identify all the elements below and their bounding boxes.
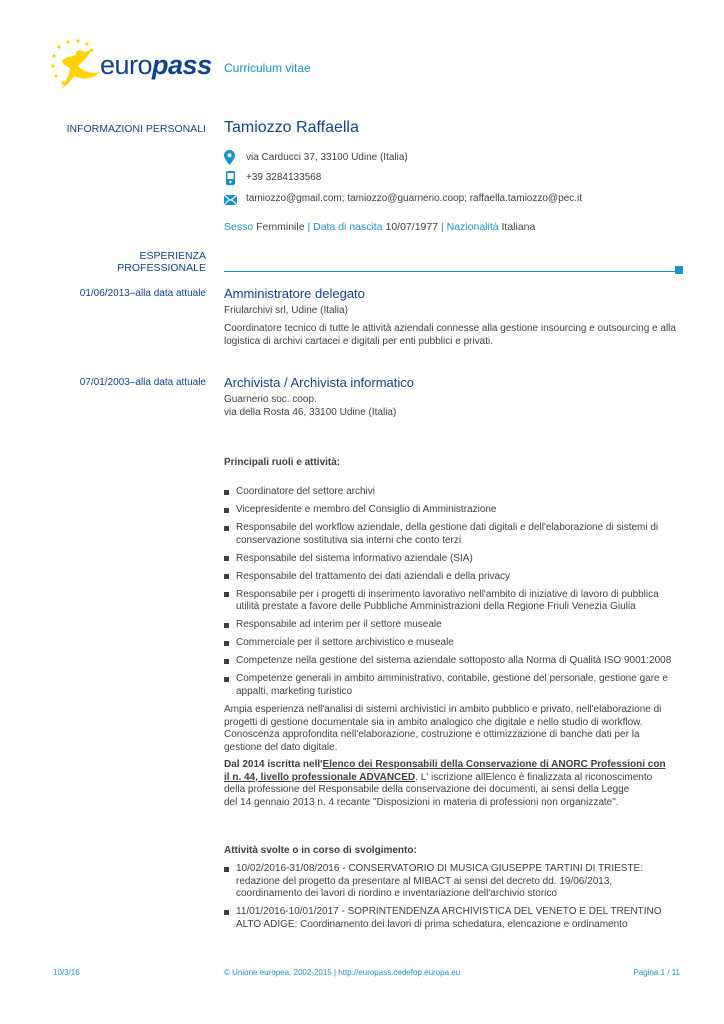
logo-euro-text: euro [100,50,153,80]
dob-value: 10/07/1977 [385,221,439,233]
experience-label-line1: ESPERIENZA [139,250,206,262]
roles-heading: Principali ruoli e attività: [224,457,341,468]
list-item: Responsabile del trattamento dei dati aziendali e della privacy [224,571,684,584]
experience-label-line2: PROFESSIONALE [117,262,206,274]
address: via Carducci 37, 33100 Udine (Italia) [246,152,408,163]
experience-label [20,250,206,274]
personal-info-label: INFORMAZIONI PERSONALI [66,123,206,135]
email-icon [224,195,237,205]
email-addresses: tamiozzo@gmail.com; tamiozzo@guarnerio.coop; raffaella.tamiozzo@pec.it [246,193,582,204]
list-item: Commerciale per il settore archivistico e museale [224,637,684,650]
list-item: Responsabile del workflow aziendale, della gestione dati digitali e dell'elaborazione di sistemi di conservazione sostitutiva sia interni che conto terzi [224,522,684,547]
list-item: Responsabile del sistema informativo aziendale (SIA) [224,553,684,566]
job-dates: 07/01/2003–alla data attuale [79,377,206,388]
job-description [224,323,676,348]
phone-icon [226,171,235,185]
roles-list [224,486,684,704]
nationality-value: Italiana [501,221,536,233]
sex-value: Femminile [256,221,305,233]
experience-paragraph: Ampia esperienza nell'analisi di sistemi archivistici in ambito pubblico e privato, nell'elaborazione di progetti di gestione documentale sia in ambito analogico che digitale e nello studio di workflow. Conoscenza approfondita nell'elaborazione, costruzione e ottimizzazione di banche dati per la gestione del dato digitale. [224,704,662,753]
activities-heading: Attività svolte o in corso di svolgimento: [224,845,417,856]
job-description-line: logistica di archivi cartacei e digitali per enti pubblici e privati. [224,335,494,347]
footer-page-number: Pagina 1 / 11 [633,968,680,977]
list-item: Competenze generali in ambito amministrativo, contabile, gestione del personale, gestione gare e appalti, marketing turistico [224,673,684,698]
employer-name: Guarnerio soc. coop. [224,394,317,405]
section-divider-end-square [675,266,683,274]
list-item: Responsabile per i progetti di inserimento lavorativo nell'ambito di iniziative di lavoro di pubblica utilità prestate a favore delle Pubbliche Amministrazioni della Regione Friuli Venezia Giulia [224,589,684,614]
list-item: 11/01/2016-10/01/2017 - SOPRINTENDENZA ARCHIVISTICA DEL VENETO E DEL TRENTINO ALTO ADIGE: Coordinamento dei lavori di prima schedatura, elencazione e ordinamento [224,906,694,931]
personal-details-line [224,221,535,233]
phone-number: +39 3284133568 [246,172,322,183]
list-item: Competenze nella gestione del sistema aziendale sottoposto alla Norma di Qualità ISO 9001:2008 [224,655,684,668]
europass-logo [48,38,210,94]
footer-copyright: © Unione europea, 2002-2015 | http://europass.cedefop.europa.eu [224,968,461,977]
job-employer: Friularchivi srl, Udine (Italia) [224,305,348,316]
location-pin-icon [224,150,235,165]
dob-label: | Data di nascita [307,221,383,233]
job-description-line: Coordinatore tecnico di tutte le attività aziendali connesse alla gestione insourcing e outsourcing e alla [224,323,676,334]
list-item: Coordinatore del settore archivi [224,486,684,499]
document-type: Curriculum vitae [224,61,311,75]
job-employer [224,394,396,419]
job-title: Archivista / Archivista informatico [224,375,415,390]
list-item: 10/02/2016-31/08/2016 - CONSERVATORIO DI MUSICA GIUSEPPE TARTINI DI TRIESTE: redazione del progetto da presentare al MIBACT ai sensi del decreto dd. 19/06/2013, coordinamento dei lavori di riordino e inventariazione dell'archivio storico [224,863,694,901]
sex-label: Sesso [224,221,254,233]
footer-date: 10/3/16 [53,968,80,977]
logo-pass-text: pass [152,50,212,80]
person-name: Tamiozzo Raffaella [224,119,359,136]
employer-address: via della Rosta 46, 33100 Udine (Italia) [224,406,397,418]
list-item: Vicepresidente e membro del Consiglio di Amministrazione [224,504,684,517]
activities-list [224,863,694,937]
nationality-label: | Nazionalità [440,221,499,233]
anorc-paragraph: Dal 2014 iscritta nell'Elenco dei Responsabili della Conservazione di ANORC Professioni con il n. 44, livello professionale ADVANCED. L' iscrizione allElenco è finalizzata al riconoscimento della professione del Responsabile della conservazione dei documenti, ai sensi della Legge del 14 gennaio 2013 n. 4 recante "Disposizioni in materia di professioni non organizzate". [224,759,666,808]
job-title: Amministratore delegato [224,286,365,301]
section-divider [224,271,677,272]
list-item: Responsabile ad interim per il settore museale [224,619,684,632]
job-dates: 01/06/2013–alla data attuale [79,288,206,299]
europass-figure-icon [48,38,108,92]
